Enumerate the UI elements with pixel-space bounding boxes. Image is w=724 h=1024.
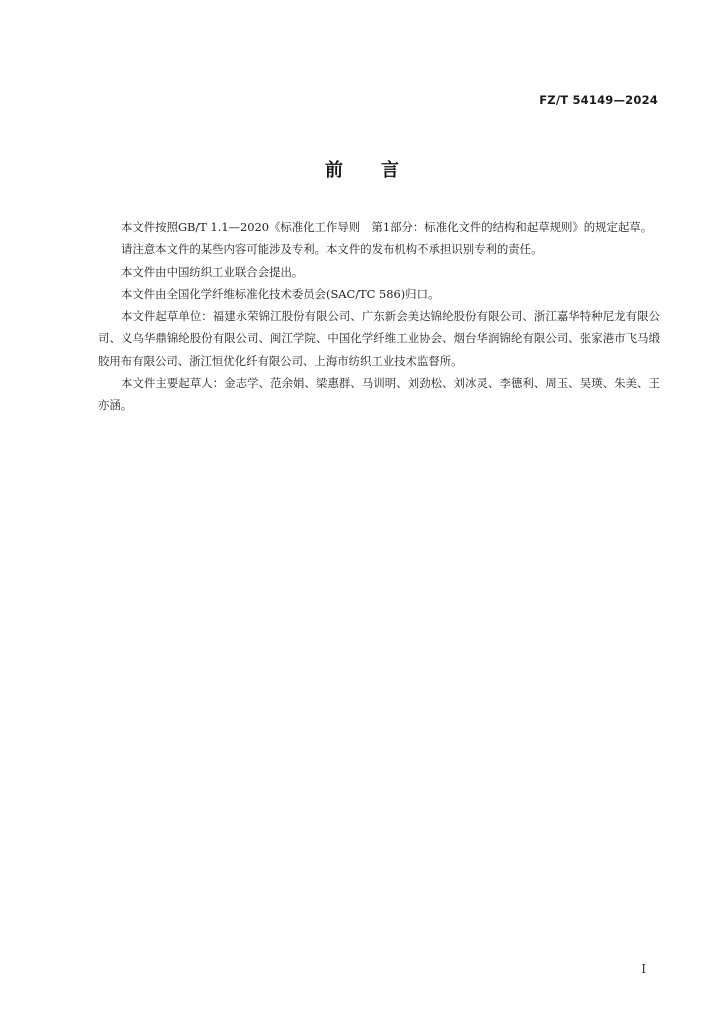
page-number: I: [641, 962, 646, 976]
page-title: 前言: [325, 160, 437, 181]
paragraph-drafting-rules: 本文件按照GB/T 1.1—2020《标准化工作导则 第1部分：标准化文件的结构和起草规则》的规定起草。: [121, 220, 653, 234]
paragraph-patent-notice: 请注意本文件的某些内容可能涉及专利。本文件的发布机构不承担识别专利的责任。: [121, 242, 543, 257]
paragraph-technical-committee: 本文件由全国化学纤维标准化技术委员会(SAC/TC 586)归口。: [121, 286, 440, 301]
paragraph-proposer: 本文件由中国纺织工业联合会提出。: [121, 264, 304, 279]
standard-code: FZ/T 54149—2024: [539, 93, 658, 107]
foreword-body: [98, 216, 660, 417]
paragraph-main-drafters: 本文件主要起草人：金志学、范余娟、梁惠群、马训明、刘劲松、刘冰灵、李德利、周玉、吴瑛、朱美、王亦涵。: [98, 376, 660, 413]
paragraph-drafting-units: 本文件起草单位：福建永荣锦江股份有限公司、广东新会美达锦纶股份有限公司、浙江嘉华特种尼龙有限公司、义乌华鼎锦纶股份有限公司、闽江学院、中国化学纤维工业协会、烟台华润锦纶有限公司、张家港市飞马缎胶用布有限公司、浙江恒优化纤有限公司、上海市纺织工业技术监督所。: [98, 309, 660, 368]
